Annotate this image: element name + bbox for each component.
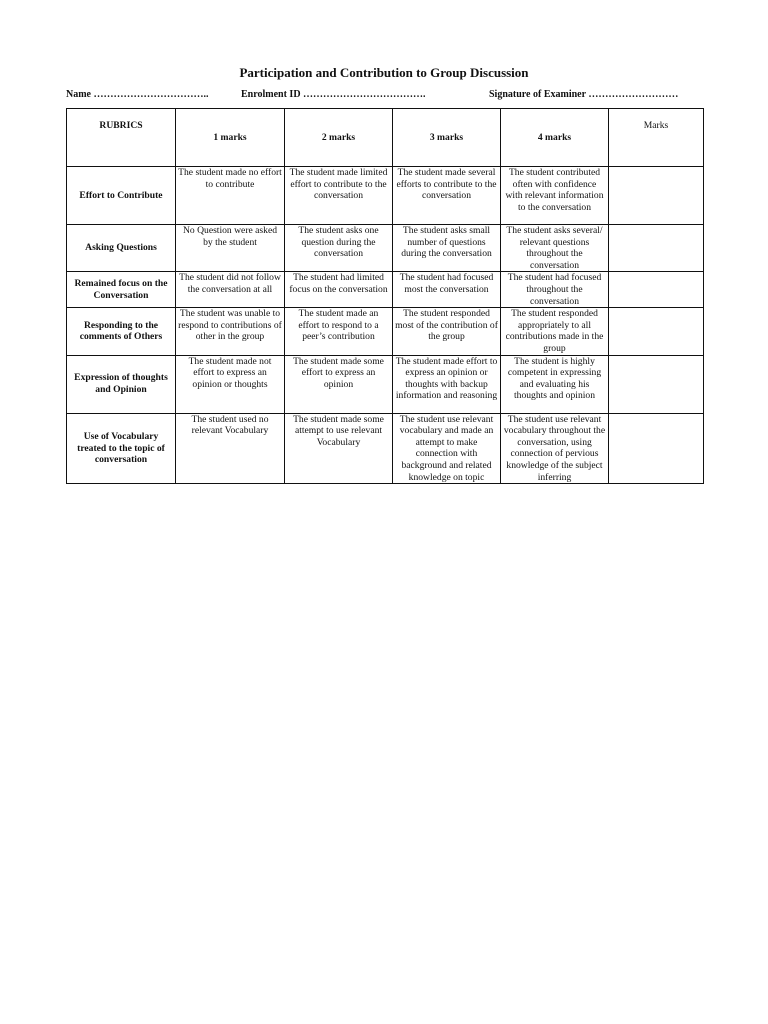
criterion-cell: Remained focus on the Conversation [67, 272, 176, 308]
marks-entry-cell[interactable] [609, 308, 704, 355]
marks-entry-cell[interactable] [609, 167, 704, 225]
rubric-cell-1: No Question were asked by the student [176, 225, 285, 272]
examiner-signature-field: Signature of Examiner ……………………… [489, 89, 679, 100]
rubric-cell-1: The student used no relevant Vocabulary [176, 413, 285, 484]
rubric-cell-1: The student made no effort to contribute [176, 167, 285, 225]
rubric-cell-1: The student did not follow the conversation at all [176, 272, 285, 308]
page-title: Participation and Contribution to Group Discussion [239, 65, 529, 80]
header-2-marks: 2 marks [285, 109, 393, 167]
rubric-cell-4: The student had focused throughout the conversation [501, 272, 609, 308]
header-1-marks: 1 marks [176, 109, 285, 167]
rubric-cell-3: The student use relevant vocabulary and made an attempt to make connection with background and related knowledge on topic [393, 413, 501, 484]
rubric-cell-1: The student made not effort to express an opinion or thoughts [176, 355, 285, 413]
header-marks: Marks [609, 109, 704, 167]
student-info-row [66, 89, 706, 103]
rubric-cell-2: The student made an effort to respond to a peer’s contribution [285, 308, 393, 355]
rubric-cell-3: The student made effort to express an opinion or thoughts with backup information and reasoning [393, 355, 501, 413]
rubric-cell-4: The student use relevant vocabulary throughout the conversation, using connection of pervious knowledge of the subject inferring [501, 413, 609, 484]
marks-entry-cell[interactable] [609, 355, 704, 413]
name-field: Name …………………………….. [66, 89, 209, 100]
rubric-cell-2: The student made some effort to express an opinion [285, 355, 393, 413]
table-row [67, 225, 704, 272]
rubric-table [66, 108, 704, 484]
rubric-cell-3: The student made several efforts to contribute to the conversation [393, 167, 501, 225]
rubric-cell-1: The student was unable to respond to contributions of other in the group [176, 308, 285, 355]
table-row [67, 413, 704, 484]
rubric-cell-2: The student made some attempt to use relevant Vocabulary [285, 413, 393, 484]
enrolment-id-field: Enrolment ID ………………………………. [241, 89, 426, 100]
criterion-cell: Expression of thoughts and Opinion [67, 355, 176, 413]
rubric-cell-3: The student asks small number of questions during the conversation [393, 225, 501, 272]
header-rubrics: RUBRICS [67, 109, 176, 167]
criterion-cell: Asking Questions [67, 225, 176, 272]
rubric-cell-4: The student is highly competent in expressing and evaluating his thoughts and opinion [501, 355, 609, 413]
header-3-marks: 3 marks [393, 109, 501, 167]
rubric-cell-3: The student had focused most the conversation [393, 272, 501, 308]
marks-entry-cell[interactable] [609, 413, 704, 484]
marks-entry-cell[interactable] [609, 272, 704, 308]
criterion-cell: Use of Vocabulary treated to the topic of conversation [67, 413, 176, 484]
table-header-row [67, 109, 704, 167]
marks-entry-cell[interactable] [609, 225, 704, 272]
criterion-cell: Effort to Contribute [67, 167, 176, 225]
table-row [67, 167, 704, 225]
rubric-cell-2: The student made limited effort to contribute to the conversation [285, 167, 393, 225]
header-4-marks: 4 marks [501, 109, 609, 167]
table-row [67, 355, 704, 413]
rubric-cell-2: The student asks one question during the conversation [285, 225, 393, 272]
rubric-cell-4: The student asks several/ relevant questions throughout the conversation [501, 225, 609, 272]
rubric-cell-3: The student responded most of the contribution of the group [393, 308, 501, 355]
table-row [67, 272, 704, 308]
rubric-cell-4: The student contributed often with confidence with relevant information to the conversation [501, 167, 609, 225]
rubric-cell-4: The student responded appropriately to all contributions made in the group [501, 308, 609, 355]
table-row [67, 308, 704, 355]
criterion-cell: Responding to the comments of Others [67, 308, 176, 355]
rubric-cell-2: The student had limited focus on the conversation [285, 272, 393, 308]
